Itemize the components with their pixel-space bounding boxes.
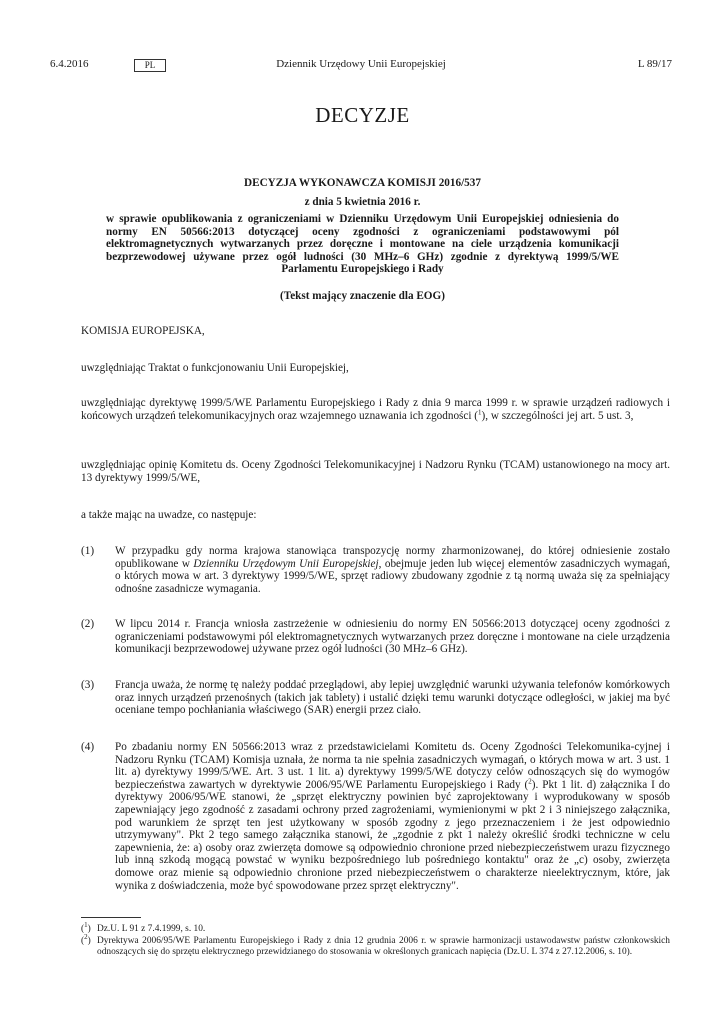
citation-directive: uwzględniając dyrektywę 1999/5/WE Parlamentu Europejskiego i Rady z dnia 9 marca 1999 r. w sprawie urządzeń radiowych i końcowych urządzeń telekomunikacyjnych oraz wzajemnego uznawania ich zgodności ($^1$), w szczególności jej art. 5 ust. 3,: [81, 397, 670, 422]
footnote-number: ($^2$): [81, 932, 91, 946]
language-badge: PL: [134, 59, 166, 72]
recital-text: W lipcu 2014 r. Francja wniosła zastrzeżenie w odniesieniu do normy EN 50566:2013 dotyczącej oceny zgodności z ograniczeniami podstawowymi pól elektromagnetycznych wytwarzanych przez doręczne i montowane na ciele urządzenia komunikacji bezprzewodowej używane przez ogół ludności (30 MHz–6 GHz).: [115, 618, 670, 656]
footnote-ref-2[interactable]: 2: [528, 777, 532, 786]
recital-2: [81, 618, 670, 656]
recital-3: [81, 679, 670, 717]
footnote-2: [81, 932, 670, 958]
act-subject: w sprawie opublikowania z ograniczeniami w Dzienniku Urzędowym Unii Europejskiej odniesienia do normy EN 50566:2013 dotyczącej oceny zgodności z ograniczeniami podstawowymi pól elektromagnetycznych wytwarzanych przez doręczne i montowane na ciele urządzenia komunikacji bezprzewodowej używane przez ogół ludności (30 MHz–6 GHz) zgodnie z dyrektywą 1999/5/WE Parlamentu Europejskiego i Rady: [106, 213, 619, 276]
whereas-line: a także mając na uwadze, co następuje:: [81, 509, 257, 521]
publication-date: 6.4.2016: [50, 58, 89, 70]
section-title: DECYZJE: [315, 103, 410, 127]
recital-number: (1): [81, 545, 95, 557]
footnote-ref-1[interactable]: 1: [478, 407, 482, 416]
footnote-divider: [81, 917, 141, 918]
footnote-text: Dyrektywa 2006/95/WE Parlamentu Europejskiego i Rady z dnia 12 grudnia 2006 r. w sprawie harmonizacji ustawodawstw państw członkowskich odnoszących się do sprzętu elektrycznego przewidzianego do stosowania w określonych granicach napięcia (Dz.U. L 374 z 27.12.2006, s. 10).: [97, 936, 670, 957]
recital-4: [81, 741, 670, 892]
institution-line: KOMISJA EUROPEJSKA,: [81, 325, 205, 337]
recital-text: Po zbadaniu normy EN 50566:2013 wraz z przedstawicielami Komitetu ds. Oceny Zgodności Telekomunika-cyjnej i Nadzoru Rynku (TCAM) Komisja uznała, że norma ta nie spełnia zasadniczych wymagań, o których mowa w art. 3 ust. 1 lit. a) dyrektywy 1999/5/WE. Art. 3 ust. 1 lit. a) dyrektywy 1999/5/WE dotyczy celów odnoszących się do wymogów bezpieczeństwa zawartych w dyrektywie 2006/95/WE Parlamentu Europejskiego i Rady ($^2$). Pkt 1 lit. d) załącznika I do dyrektywy 2006/95/WE stanowi, że „sprzęt elektryczny powinien być zaprojektowany i wyprodukowany w sposób zapewniający jego zgodność z zasadami ochrony przed zagrożeniami, wymienionymi w pkt 2 i 3 niniejszego załącznika, pod warunkiem że sprzęt ten jest użytkowany w sposób zgodny z jego przeznaczeniem i że jest odpowiednio utrzymywany". Pkt 2 tego samego załącznika stanowi, że „zgodnie z pkt 1 należy określić środki techniczne w celu zapewnienia, że: a) osoby oraz zwierzęta domowe są odpowiednio chronione przed niebezpieczeństwem urazu fizycznego lub inną szkodą mogącą powstać w wyniku bezpośredniego lub pośredniego kontaktu" oraz że „c) osoby, zwierzęta domowe oraz mienie są odpowiednio chronione przed niebezpieczeństwem o charakterze nieelektrycznym, które, jak wynika z doświadczenia, może być spowodowane przez sprzęt elektryczny".: [115, 741, 670, 892]
recital-number: (3): [81, 679, 95, 691]
recital-text: Francja uważa, że normę tę należy poddać przeglądowi, aby lepiej uwzględnić warunki używania telefonów komórkowych oraz innych urządzeń przenośnych (takich jak tablety) i ustalić dzięki temu warunki dotyczące odległości, w jakiej ma być oceniane tempo pochłaniania właściwego (SAR) energii przez ciało.: [115, 679, 670, 717]
citation-tcam: uwzględniając opinię Komitetu ds. Oceny Zgodności Telekomunikacyjnej i Nadzoru Rynku (TCAM) ustanowionego na mocy art. 13 dyrektywy 1999/5/WE,: [81, 459, 670, 484]
page-header: [50, 58, 672, 74]
citation-treaty: uwzględniając Traktat o funkcjonowaniu Unii Europejskiej,: [81, 362, 349, 374]
eea-relevance: (Tekst mający znaczenie dla EOG): [280, 290, 445, 302]
recital-text: W przypadku gdy norma krajowa stanowiąca transpozycję normy zharmonizowanej, do której odniesienie zostało opublikowane w Dzienniku Urzędowym Unii Europejskiej, obejmuje jeden lub więcej elementów zasadniczych wymagań, o których mowa w art. 3 dyrektywy 1999/5/WE, sprzęt radiowy zbudowany zgodnie z tą normą uważa się za spełniający odnośne zasadnicze wymagania.: [115, 545, 670, 595]
recital-number: (2): [81, 618, 95, 630]
footnote-1: [81, 920, 670, 935]
act-title: DECYZJA WYKONAWCZA KOMISJI 2016/537: [244, 177, 481, 189]
page-reference: L 89/17: [637, 58, 672, 70]
footnote-number: ($^1$): [81, 920, 91, 934]
act-date: z dnia 5 kwietnia 2016 r.: [304, 196, 421, 208]
journal-title: Dziennik Urzędowy Unii Europejskiej: [276, 58, 446, 70]
recital-number: (4): [81, 741, 95, 753]
footnote-text: Dz.U. L 91 z 7.4.1999, s. 10.: [97, 924, 206, 934]
recital-1: [81, 545, 670, 595]
